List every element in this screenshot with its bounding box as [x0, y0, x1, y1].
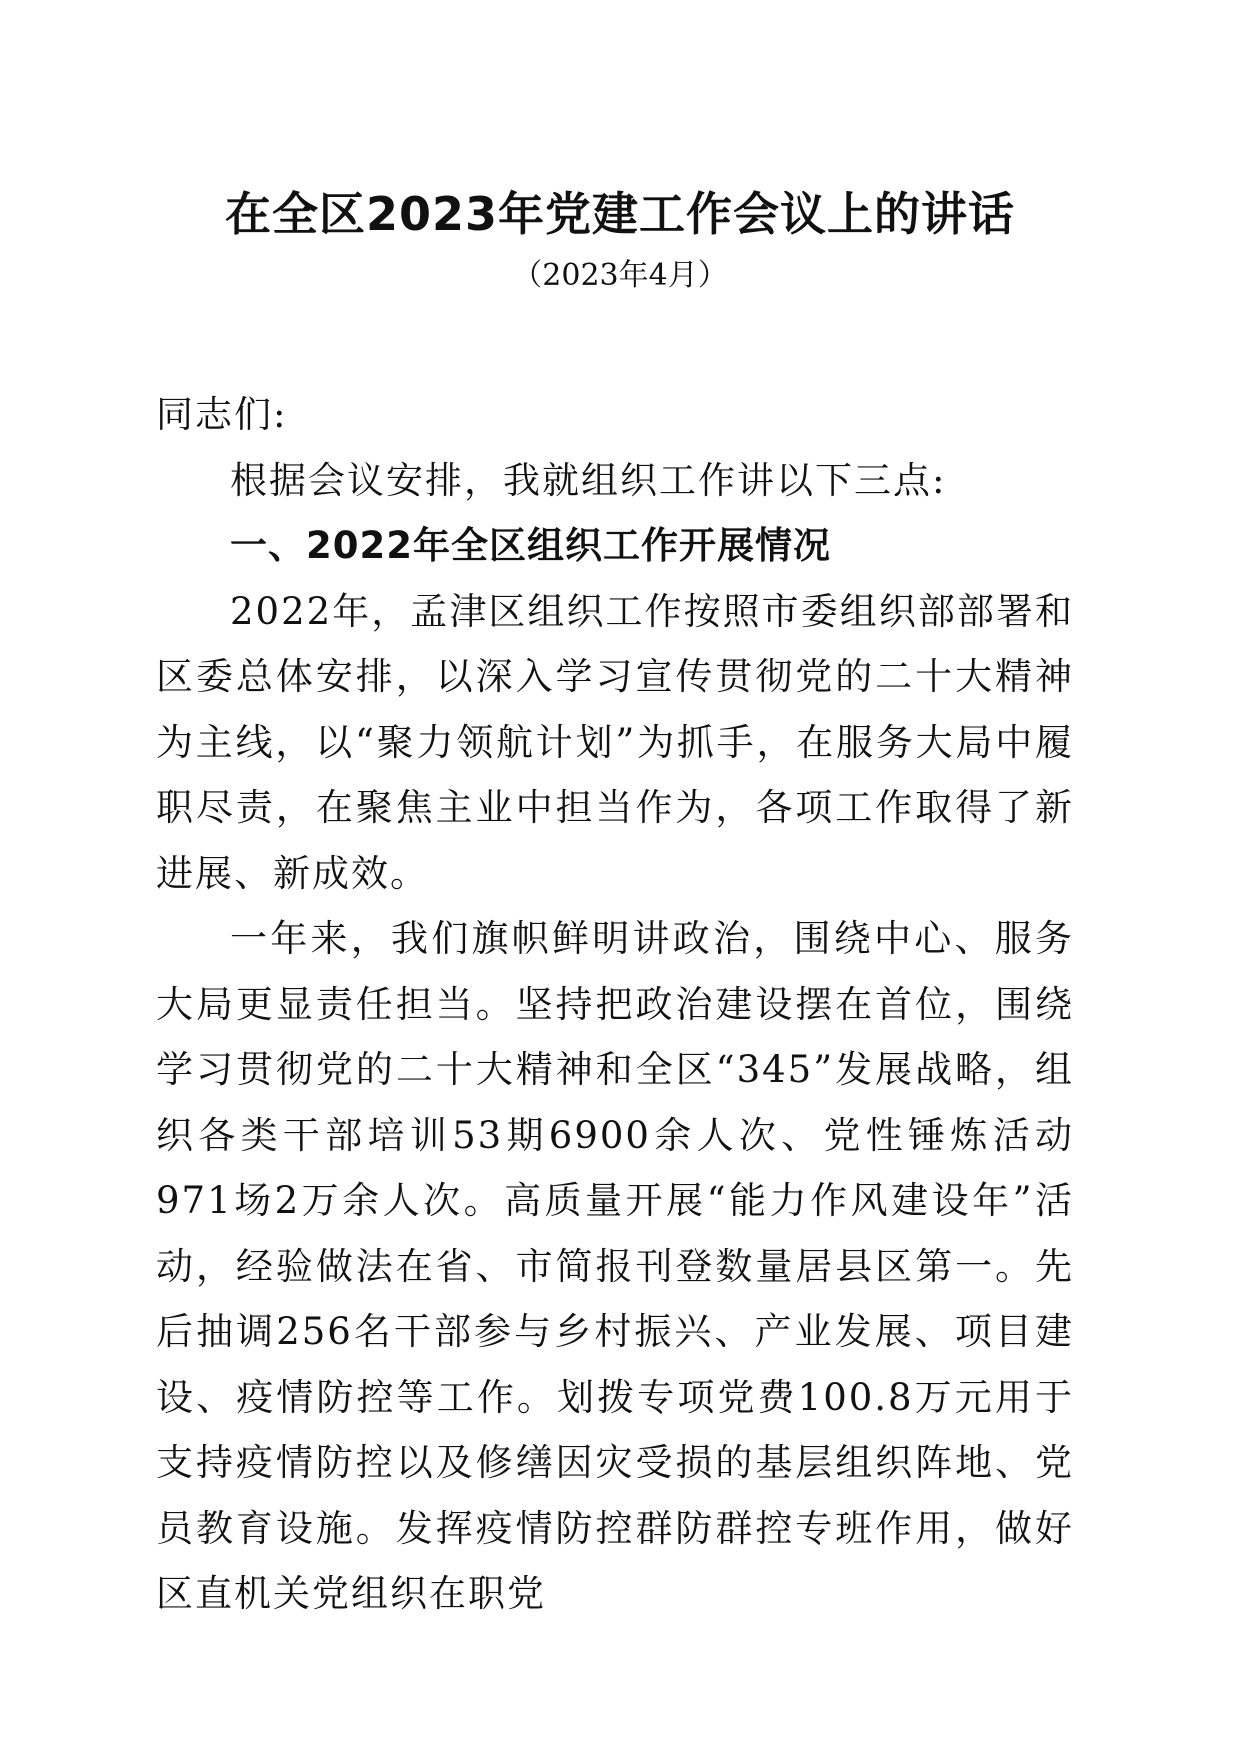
document-title: 在全区2023年党建工作会议上的讲话	[224, 187, 1016, 241]
greeting: 同志们:	[156, 393, 288, 436]
body-paragraph: 2022年，孟津区组织工作按照市委组织部部署和区委总体安排，以深入学习宣传贯彻党的二十大精神为主线，以“聚力领航计划”为抓手，在服务大局中履职尽责，在聚焦主业中担当作为，各项工作取得了新进展、新成效。	[156, 589, 1074, 895]
body-paragraph: 一年来，我们旗帜鲜明讲政治，围绕中心、服务大局更显责任担当。坚持把政治建设摆在首位，围绕学习贯彻党的二十大精神和全区“345”发展战略，组织各类干部培训53期6900余人次、党性锤炼活动971场2万余人次。高质量开展“能力作风建设年”活动，经验做法在省、市简报刊登数量居县区第一。先后抽调256名干部参与乡村振兴、产业发展、项目建设、疫情防控等工作。划拨专项党费100.8万元用于支持疫情防控以及修缮因灾受损的基层组织阵地、党员教育设施。发挥疫情防控群防群控专班作用，做好区直机关党组织在职党	[156, 917, 1074, 1615]
intro-paragraph: 根据会议安排，我就组织工作讲以下三点:	[230, 458, 947, 502]
document-date: （2023年4月）	[512, 258, 728, 293]
document-body	[156, 382, 1074, 1627]
section-heading: 一、2022年全区组织工作开展情况	[230, 524, 831, 567]
